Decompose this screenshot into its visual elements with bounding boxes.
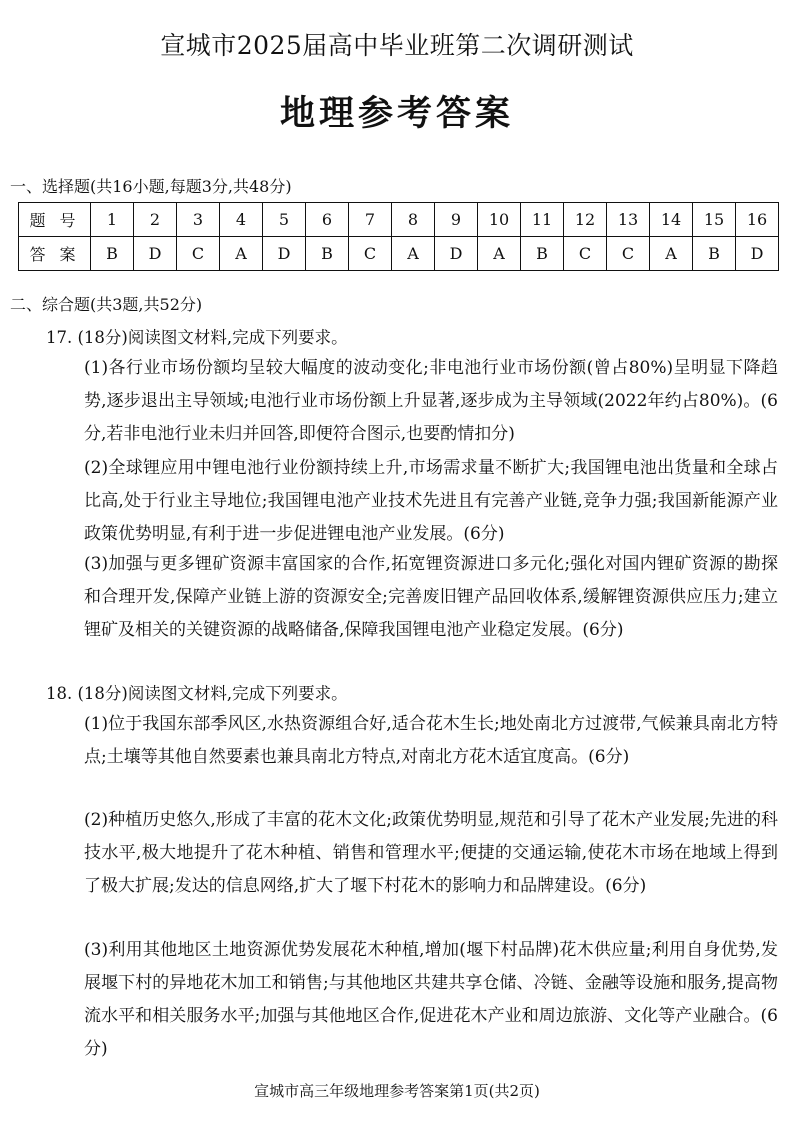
section1-heading: 一、选择题(共16小题,每题3分,共48分) — [10, 177, 292, 196]
question-number: 16 — [736, 203, 779, 237]
question-number: 2 — [134, 203, 177, 237]
q17-answer-1: (1)各行业市场份额均呈较大幅度的波动变化;非电池行业市场份额(曾占80%)呈明显下降趋势,逐步退出主导领域;电池行业市场份额上升显著,逐步成为主导领域(2022年约占80%)。(6分,若非电池行业未归并回答,即便符合图示,也要酌情扣分) — [84, 358, 778, 444]
table-row-answers — [19, 237, 779, 271]
answer-cell: C — [564, 237, 607, 271]
question-number: 9 — [435, 203, 478, 237]
table-row-numbers — [19, 203, 779, 237]
q17-answer-2: (2)全球锂应用中锂电池行业份额持续上升,市场需求量不断扩大;我国锂电池出货量和全球占比高,处于行业主导地位;我国锂电池产业技术先进且有完善产业链,竞争力强;我国新能源产业政策优势明显,有利于进一步促进锂电池产业发展。(6分) — [84, 458, 778, 544]
question-number: 15 — [693, 203, 736, 237]
question-number: 7 — [349, 203, 392, 237]
q18-answer-3: (3)利用其他地区土地资源优势发展花木种植,增加(堰下村品牌)花木供应量;利用自身优势,发展堰下村的异地花木加工和销售;与其他地区共建共享仓储、冷链、金融等设施和服务,提高物流水平和相关服务水平;加强与其他地区合作,促进花木产业和周边旅游、文化等产业融合。(6分) — [84, 940, 778, 1059]
answer-cell: A — [478, 237, 521, 271]
question-number: 8 — [392, 203, 435, 237]
page-subtitle: 地理参考答案 — [279, 93, 514, 134]
row-label-number: 题号 — [19, 203, 91, 237]
page-title: 宣城市2025届高中毕业班第二次调研测试 — [160, 31, 634, 60]
question-number: 10 — [478, 203, 521, 237]
answer-cell: B — [306, 237, 349, 271]
section2-heading: 二、综合题(共3题,共52分) — [10, 295, 203, 314]
answer-cell: D — [134, 237, 177, 271]
question-number: 11 — [521, 203, 564, 237]
row-label-answer: 答案 — [19, 237, 91, 271]
answer-cell: A — [220, 237, 263, 271]
q18-answer-1: (1)位于我国东部季风区,水热资源组合好,适合花木生长;地处南北方过渡带,气候兼具南北方特点;土壤等其他自然要素也兼具南北方特点,对南北方花木适宜度高。(6分) — [84, 714, 778, 767]
q17-heading: 17. (18分)阅读图文材料,完成下列要求。 — [46, 328, 348, 347]
answer-cell: A — [392, 237, 435, 271]
answer-cell: C — [177, 237, 220, 271]
question-number: 5 — [263, 203, 306, 237]
answer-cell: B — [693, 237, 736, 271]
answer-cell: A — [650, 237, 693, 271]
question-number: 13 — [607, 203, 650, 237]
answer-cell: D — [263, 237, 306, 271]
question-number: 3 — [177, 203, 220, 237]
q18-answer-2: (2)种植历史悠久,形成了丰富的花木文化;政策优势明显,规范和引导了花木产业发展;先进的科技水平,极大地提升了花木种植、销售和管理水平;便捷的交通运输,使花木市场在地域上得到了极大扩展;发达的信息网络,扩大了堰下村花木的影响力和品牌建设。(6分) — [84, 810, 778, 896]
question-number: 12 — [564, 203, 607, 237]
question-number: 14 — [650, 203, 693, 237]
question-number: 4 — [220, 203, 263, 237]
q17-answer-3: (3)加强与更多锂矿资源丰富国家的合作,拓宽锂资源进口多元化;强化对国内锂矿资源的勘探和合理开发,保障产业链上游的资源安全;完善废旧锂产品回收体系,缓解锂资源供应压力;建立锂矿及相关的关键资源的战略储备,保障我国锂电池产业稳定发展。(6分) — [84, 554, 778, 640]
answer-cell: B — [521, 237, 564, 271]
answer-cell: C — [607, 237, 650, 271]
question-number: 1 — [91, 203, 134, 237]
q18-heading: 18. (18分)阅读图文材料,完成下列要求。 — [46, 684, 348, 703]
answer-table — [18, 202, 779, 271]
answer-cell: B — [91, 237, 134, 271]
answer-cell: C — [349, 237, 392, 271]
question-number: 6 — [306, 203, 349, 237]
answer-cell: D — [435, 237, 478, 271]
page-footer: 宣城市高三年级地理参考答案第1页(共2页) — [254, 1082, 540, 1100]
answer-cell: D — [736, 237, 779, 271]
